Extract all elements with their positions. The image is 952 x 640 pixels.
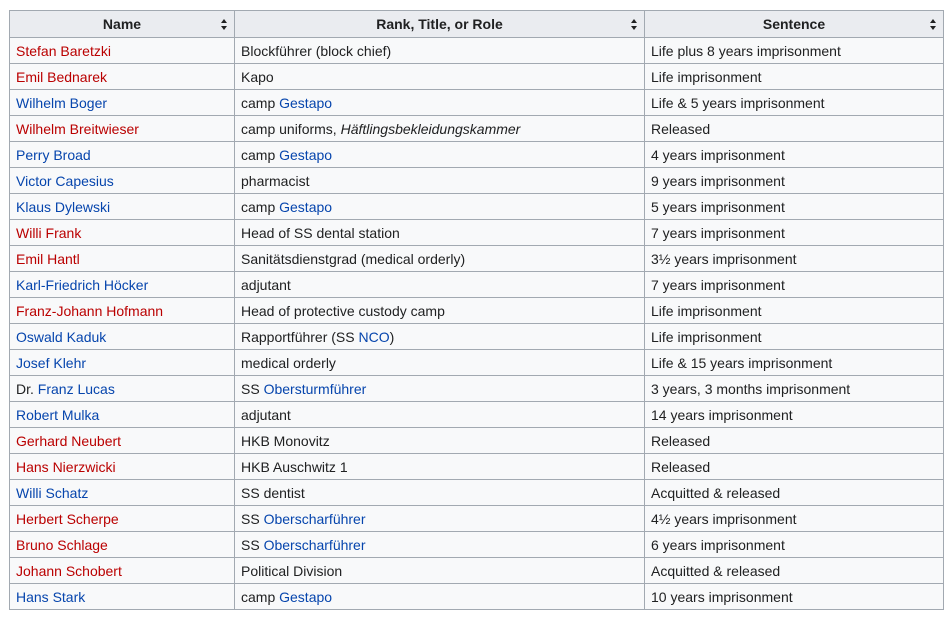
rank-cell [235,142,645,168]
table-body [10,38,944,610]
column-header-label: Sentence [762,16,826,32]
wiki-link[interactable]: Obersturmführer [263,380,367,397]
wiki-link[interactable]: Oberscharführer [263,510,366,527]
cell-text: camp [241,146,280,163]
wiki-link[interactable]: Josef Klehr [16,354,87,371]
wiki-link[interactable]: Klaus Dylewski [16,198,111,215]
rank-cell [235,584,645,610]
rank-cell [235,220,645,246]
table-row [10,428,944,454]
cell-text: adjutant [241,406,291,423]
wiki-link[interactable]: Gestapo [279,146,333,163]
table-row [10,584,944,610]
sentence-cell: Acquitted & released [645,480,944,506]
wiki-link[interactable]: Herbert Scherpe [16,510,119,527]
sentence-cell: 7 years imprisonment [645,220,944,246]
cell-text: SS [241,380,264,397]
table-row [10,454,944,480]
sentence-cell: Life & 15 years imprisonment [645,350,944,376]
sentence-cell: 4 years imprisonment [645,142,944,168]
table-row [10,402,944,428]
cell-text: Kapo [241,68,274,85]
wiki-link[interactable]: Oberscharführer [263,536,366,553]
name-cell [10,376,235,402]
sentence-cell: 5 years imprisonment [645,194,944,220]
column-header-label: Rank, Title, or Role [376,16,503,32]
table-row [10,142,944,168]
name-cell [10,532,235,558]
rank-cell [235,480,645,506]
name-cell [10,194,235,220]
sentence-cell: 10 years imprisonment [645,584,944,610]
cell-text: ) [389,328,395,345]
table-row [10,350,944,376]
table-row [10,38,944,64]
rank-cell [235,298,645,324]
table-row [10,194,944,220]
rank-cell [235,324,645,350]
rank-cell [235,116,645,142]
rank-cell [235,428,645,454]
table-row [10,532,944,558]
table-row [10,64,944,90]
cell-text: pharmacist [241,172,310,189]
wiki-link[interactable]: Karl-Friedrich Höcker [16,276,149,293]
wiki-link[interactable]: Robert Mulka [16,406,100,423]
column-header-rank[interactable] [235,11,645,38]
rank-cell [235,350,645,376]
wiki-link[interactable]: Emil Hantl [16,250,80,267]
name-cell [10,272,235,298]
cell-text: camp [241,94,280,111]
wiki-link[interactable]: Hans Stark [16,588,86,605]
rank-cell [235,246,645,272]
wiki-link[interactable]: Wilhelm Boger [16,94,108,111]
sentence-cell: Life imprisonment [645,324,944,350]
name-cell [10,506,235,532]
header-row [10,11,944,38]
wiki-link[interactable]: NCO [358,328,390,345]
name-cell [10,220,235,246]
name-cell [10,38,235,64]
name-cell [10,90,235,116]
name-cell [10,350,235,376]
sentence-cell: 7 years imprisonment [645,272,944,298]
name-cell [10,480,235,506]
sentence-cell: Life imprisonment [645,298,944,324]
name-cell [10,298,235,324]
rank-cell [235,168,645,194]
rank-cell [235,532,645,558]
cell-text: Blockführer (block chief) [241,42,392,59]
sort-icon[interactable] [930,19,936,30]
sentence-cell: 4½ years imprisonment [645,506,944,532]
sentence-cell: Life plus 8 years imprisonment [645,38,944,64]
column-header-name[interactable] [10,11,235,38]
rank-cell [235,38,645,64]
cell-text: SS [241,510,264,527]
table-row [10,246,944,272]
rank-cell [235,402,645,428]
table-row [10,116,944,142]
name-cell [10,168,235,194]
name-cell [10,324,235,350]
sort-icon[interactable] [631,19,637,30]
wiki-link[interactable]: Perry Broad [16,146,91,163]
column-header-sentence[interactable] [645,11,944,38]
cell-text: Head of SS dental station [241,224,400,241]
rank-cell [235,558,645,584]
rank-cell [235,64,645,90]
wiki-link[interactable]: Stefan Baretzki [16,42,111,59]
cell-text: medical orderly [241,354,336,371]
table-row [10,168,944,194]
wiki-link[interactable]: Bruno Schlage [16,536,108,553]
rank-cell [235,194,645,220]
table-row [10,220,944,246]
cell-text: camp uniforms, [241,120,341,137]
name-cell [10,558,235,584]
cell-text: camp [241,198,280,215]
name-cell [10,402,235,428]
rank-cell [235,376,645,402]
wiki-link[interactable]: Oswald Kaduk [16,328,107,345]
cell-text: HKB Monovitz [241,432,330,449]
sort-icon[interactable] [221,19,227,30]
cell-text: camp [241,588,280,605]
wiki-link[interactable]: Victor Capesius [16,172,114,189]
table-row [10,90,944,116]
name-cell [10,142,235,168]
cell-text: Political Division [241,562,343,579]
sentence-cell: Released [645,428,944,454]
cell-text: Head of protective custody camp [241,302,445,319]
name-cell [10,246,235,272]
cell-text: HKB Auschwitz 1 [241,458,348,475]
name-cell [10,116,235,142]
table-row [10,558,944,584]
wiki-link[interactable]: Gestapo [279,198,333,215]
table-row [10,376,944,402]
table-row [10,506,944,532]
cell-text: SS [241,536,264,553]
sentence-cell: 3½ years imprisonment [645,246,944,272]
wiki-link[interactable]: Johann Schobert [16,562,122,579]
name-cell [10,64,235,90]
wiki-link[interactable]: Gestapo [279,94,333,111]
sentence-cell: Released [645,116,944,142]
table-row [10,324,944,350]
sentence-cell: Life imprisonment [645,64,944,90]
rank-cell [235,506,645,532]
table-row [10,272,944,298]
cell-text: Rapportführer (SS [241,328,359,345]
wiki-link[interactable]: Gerhard Neubert [16,432,122,449]
sentence-cell: Acquitted & released [645,558,944,584]
wiki-link[interactable]: Willi Schatz [16,484,89,501]
table-row [10,298,944,324]
column-header-label: Name [102,16,142,32]
name-cell [10,454,235,480]
cell-text: adjutant [241,276,291,293]
name-cell [10,584,235,610]
table-row [10,480,944,506]
cell-text: Sanitätsdienstgrad (medical orderly) [241,250,466,267]
sentence-cell: 14 years imprisonment [645,402,944,428]
wiki-link[interactable]: Franz-Johann Hofmann [16,302,164,319]
rank-cell [235,454,645,480]
rank-cell [235,272,645,298]
sentence-cell: 6 years imprisonment [645,532,944,558]
cell-text: SS dentist [241,484,305,501]
wiki-link[interactable]: Willi Frank [16,224,82,241]
italic-text: Häftlingsbekleidungskammer [340,120,521,137]
wiki-link[interactable]: Gestapo [279,588,333,605]
wiki-link[interactable]: Emil Bednarek [16,68,108,85]
name-cell [10,428,235,454]
sentences-table [9,10,944,610]
wiki-link[interactable]: Hans Nierzwicki [16,458,116,475]
wiki-link[interactable]: Franz Lucas [37,380,115,397]
cell-text: Dr. [16,380,38,397]
sentence-cell: 9 years imprisonment [645,168,944,194]
wiki-link[interactable]: Wilhelm Breitwieser [16,120,139,137]
sentence-cell: 3 years, 3 months imprisonment [645,376,944,402]
sentence-cell: Life & 5 years imprisonment [645,90,944,116]
sentence-cell: Released [645,454,944,480]
rank-cell [235,90,645,116]
